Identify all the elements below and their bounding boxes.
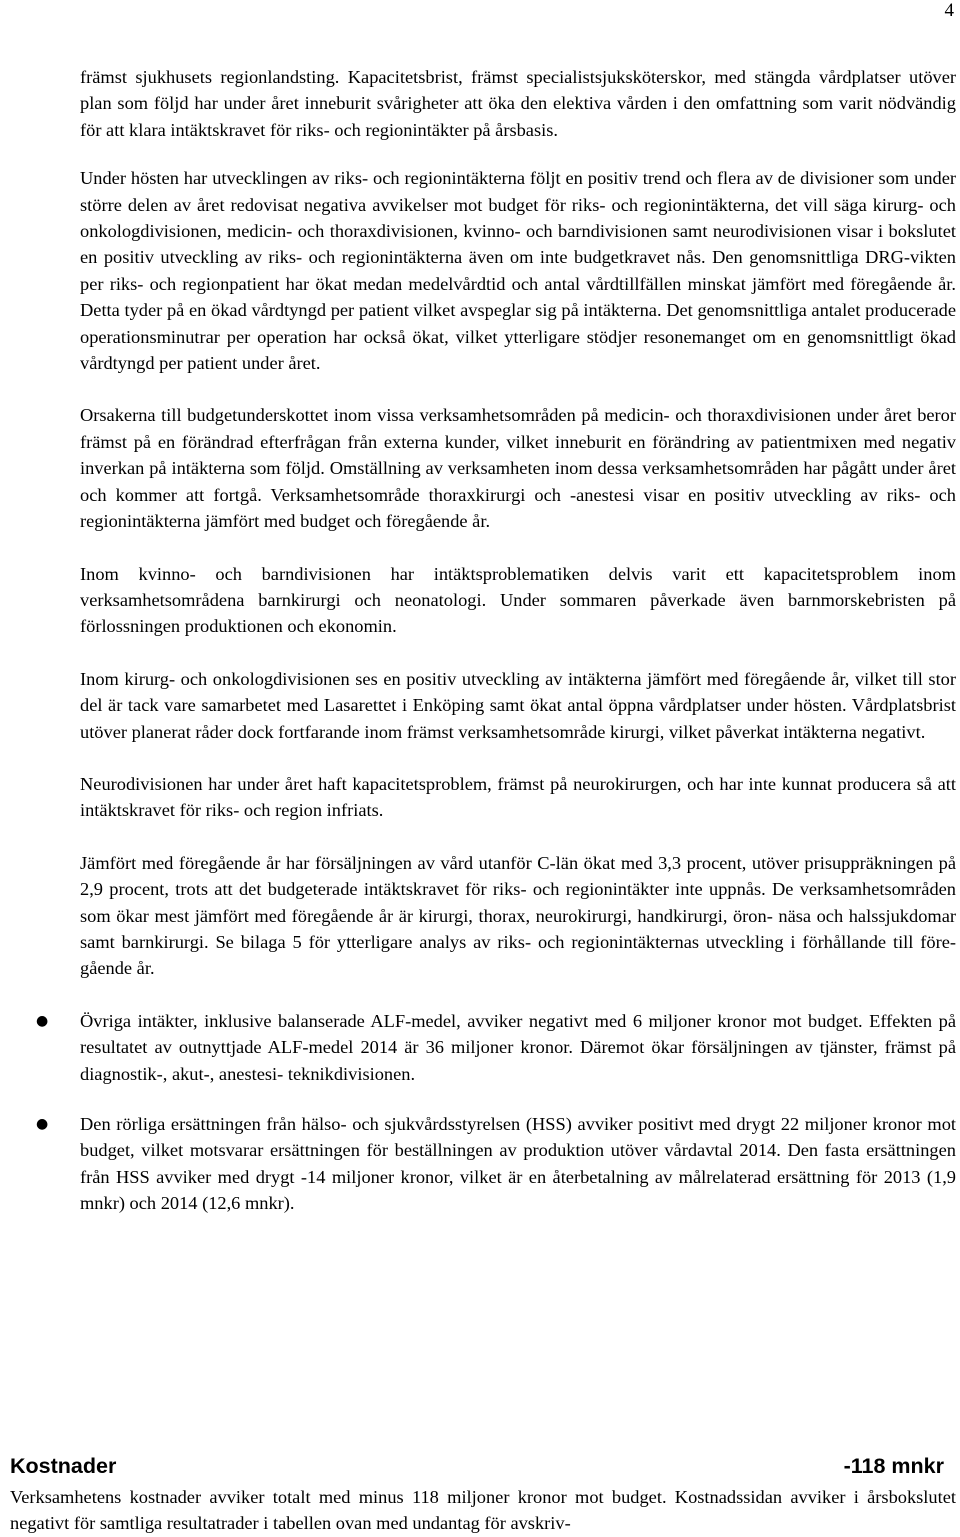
paragraph-sales-comparison: Jämfört med föregående år har försäljningen av vård utanför C-län ökat med 3,3 procent, utöver prisuppräkningen på 2,9 procent, trots att det budgeterade intäktskravet för riks- och regionintäkter inte uppnås. De verksamhetsområden som ökar mest jämfört med föregående år är kirurgi, thorax, neurokirurgi, handkirurgi, öron- näsa och halssjukdomar samt barnkirurgi. Se bilaga 5 för ytterligare analys av riks- och regionintäkternas utveckling i förhållande till föregående år. [80, 852, 956, 979]
section-heading-amount: -118 mnkr [843, 1454, 944, 1478]
paragraph-costs: Verksamhetens kostnader avviker totalt med minus 118 miljoner kronor mot budget. Kostnadssidan avviker i årsbokslutet negativt för samtliga resultatrader i tabellen ovan med undantag för avskriv- [10, 1487, 956, 1534]
bullet-text: Övriga intäkter, inklusive balanserade ALF-medel, avviker negativt med 6 miljoner kronor mot budget. Effekten på resultatet av outnyttjade ALF-medel 2014 är 36 miljoner kronor. Däremot ökar försäljningen av tjänster, främst på diagnostik-, akut-, anestesi- teknikdivisionen. [80, 1010, 956, 1084]
bullet-text: Den rörliga ersättningen från hälso- och sjukvårdsstyrelsen (HSS) avviker positivt med drygt 22 miljoner kronor mot budget, vilket motsvarar ersättningen för beställningen av produktion utöver vårdavtal 2014. Den fasta ersättningen från HSS avviker med drygt -14 miljoner kronor, vilket är en återbetalning av målrelaterad ersättning för 2013 (1,9 mnkr) och 2014 (12,6 mnkr). [80, 1114, 956, 1214]
paragraph-neuro-division: Neurodivisionen har under året haft kapacitetsproblem, främst på neurokirurgen, och har inte kunnat producera så att intäktskravet för riks- och region infriats. [80, 773, 956, 821]
bullet-list [36, 1008, 956, 1217]
bullet-item-hss-compensation [36, 1111, 956, 1217]
paragraph-surgery-oncology-division: Inom kirurg- och onkologdivisionen ses en positiv utveckling av intäkterna jämfört med föregående år, vilket till stor del är tack vare samarbetet med Lasarettet i Enköping samt ökat antal öppna vårdplatser under hösten. Vårdplatsbrist utöver planerat råder dock fortfarande inom främst verksamhetsområde kirurgi, vilket påverkat intäkterna negativt. [80, 668, 956, 742]
document-body [36, 64, 956, 1241]
bullet-dot-icon: ● [36, 1116, 49, 1132]
bullet-dot-icon: ● [36, 1012, 49, 1029]
paragraph-capacity: främst sjukhusets regionlandsting. Kapacitetsbrist, främst specialistsjuksköterskor, med stängda vårdplatser utöver plan som följd har under året inneburit svårigheter att öka den elektiva vården i den omfattning som varit nödvändig för att klara intäktskravet för riks- och regionintäkter på årsbasis. [80, 67, 956, 140]
section-heading-costs [10, 1452, 944, 1480]
page-number: 4 [944, 0, 954, 21]
paragraph-autumn-trend: Under hösten har utvecklingen av riks- och regionintäkterna följt en positiv trend och flera av de divisioner som under större delen av året redovisat negativa avvikelser mot budget för riks- och regionintäkterna, det vill säga kirurg- och onkologdivisionen, medicin- och thoraxdivisionen, kvinno- och barndivisionen samt neurodivisionen visar i bokslutet en positiv utveckling av riks- och regionintäkterna även om inte budgetkravet nås. Den genomsnittliga DRG-vikten per riks- och regionpatient har ökat medan medelvårdtid och antal vårdtillfällen minskat jämfört med föregående år. Detta tyder på en ökad vårdtyngd per patient vilket avspeglar sig på intäkterna. Det genomsnittliga antalet producerade operationsminutrar per operation har också ökat, vilket ytterligare stödjer resonemanget om en genomsnittligt ökad vårdtyngd per patient under året. [80, 168, 956, 374]
paragraph-women-children-division: Inom kvinno- och barndivisionen har intäktsproblematiken delvis varit ett kapacitetsproblem inom verksamhetsområdena barnkirurgi och neonatologi. Under sommaren påverkade även barnmorskebristen på förlossningen produktionen och ekonomin. [80, 563, 956, 637]
paragraph-budget-deficit: Orsakerna till budgetunderskottet inom vissa verksamhetsområden på medicin- och thoraxdivisionen under året beror främst på en förändrad efterfrågan från externa kunder, vilket inneburit en förändring av patientmixen med negativ inverkan på intäkterna som följd. Omställning av verksamheten inom dessa verksamhetsområden har pågått under året och kommer att fortgå. Verksamhetsområde thoraxkirurgi och -anestesi visar en positiv utveckling av riks- och regionintäkterna jämfört med budget och föregående år. [80, 405, 956, 532]
bullet-item-other-income [36, 1008, 956, 1087]
section-heading-title: Kostnader [10, 1454, 117, 1478]
